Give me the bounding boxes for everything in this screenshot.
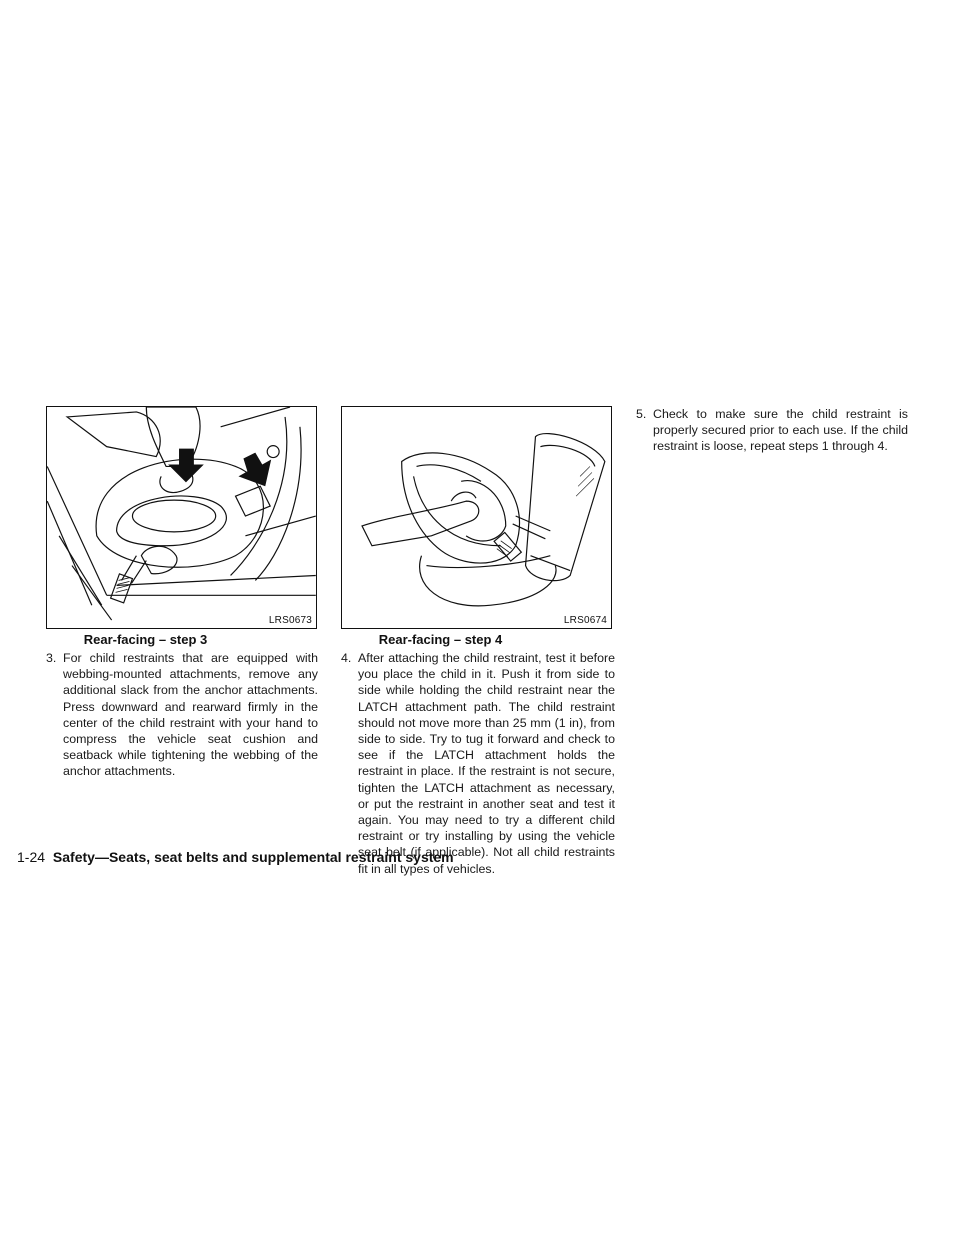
figure-caption: Rear-facing – step 3 — [83, 632, 208, 647]
step-text: After attaching the child restraint, test it before you place the child in it. Push it from side to side while holding the child restraint near the LATCH attachment path. The child restraint should not move more than 25 mm (1 in), from side to side. Try to tug it forward and check to see if the LATCH attachment holds the restraint in place. If the restraint is not secure, tighten the LATCH attachment as necessary, or put the restraint in another seat and test it again. You may need to try a different child restraint or try installing by using the vehicle seat belt (if applicable). Not all child restraints fit in all types of vehicles. — [358, 651, 615, 876]
step-5 — [636, 406, 908, 455]
figure-rear-facing-step-4 — [341, 406, 612, 629]
step-3 — [46, 650, 318, 780]
figure-caption: Rear-facing – step 4 — [378, 632, 503, 647]
step-text: Check to make sure the child restraint is properly secured prior to each use. If the child restraint is loose, repeat steps 1 through 4. — [653, 407, 908, 454]
step-text: For child restraints that are equipped with webbing-mounted attachments, remove any additional slack from the anchor attachments. Press downward and rearward firmly in the center of the child restraint with your hand to compress the vehicle seat cushion and seatback while tightening the webbing of the anchor attachments. — [63, 651, 318, 779]
step-number: 3. — [46, 651, 57, 665]
illustration-testing-child-seat — [342, 407, 611, 628]
step-number: 4. — [341, 651, 352, 665]
illustration-pressing-child-seat — [47, 407, 316, 628]
page-footer — [17, 849, 454, 865]
figure-code: LRS0674 — [563, 615, 607, 626]
step-4 — [341, 650, 615, 877]
figure-rear-facing-step-3 — [46, 406, 317, 629]
figure-code: LRS0673 — [268, 615, 312, 626]
section-title: Safety—Seats, seat belts and supplemental restraint system — [52, 849, 454, 865]
step-number: 5. — [636, 407, 647, 421]
page-number: 1-24 — [17, 849, 46, 865]
